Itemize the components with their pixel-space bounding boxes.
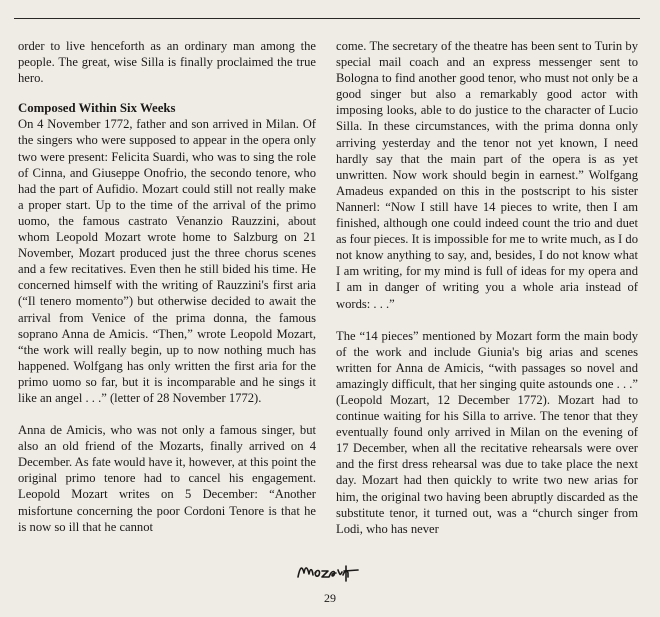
top-rule [14, 18, 640, 19]
right-paragraph-1: come. The secretary of the theatre has been sent to Turin by special mail coach and an express messenger sent to Bologna to find another good tenor, who must not only be a good singer but also a remarkably good actor with imposing looks, able to do justice to the character of Lucio Silla. In these circumstances, with the prima donna only arriving yesterday and the tenor not yet known, I need hardly say that the main part of the opera is as yet unwritten. Now work should begin in earnest.” Wolfgang Amadeus expanded on this in the postscript to his sister Nannerl: “Now I still have 14 pieces to write, then I am finished, although one could indeed count the trio and duet as four pieces. It is impossible for me to write much, as I do not know anything to say, and, besides, I do not know what I am writing, for my mind is full of ideas for my opera and I am in danger of writing you a whole aria instead of words: . . .” [336, 39, 638, 311]
page-number: 29 [324, 591, 336, 605]
left-column [18, 38, 316, 535]
section-heading: Composed Within Six Weeks [18, 101, 176, 116]
left-paragraph-3: Anna de Amicis, who was not only a famous singer, but also an old friend of the Mozarts, finally arrived on 4 December. As fate would have it, however, at this point the original primo tenore had to cancel his engagement. Leopold Mozart writes on 5 December: “Another misfortune concerning the poor Cordoni Tenore is that he is now so ill that he cannot [18, 423, 316, 534]
left-paragraph-1: order to live henceforth as an ordinary man among the people. The great, wise Silla is finally proclaimed the true hero. [18, 39, 316, 86]
left-paragraph-2: On 4 November 1772, father and son arrived in Milan. Of the singers who were supposed to appear in the opera only two were present: Felicita Suardi, who was to sing the role of Cinna, and Giuseppe Onofrio, the secondo tenore, who had the part of Aufidio. Mozart could still not really make a proper start. Up to the time of the arrival of the primo uomo, the famous castrato Venanzio Rauzzini, about whom Leopold Mozart wrote home to Salzburg on 21 November, Mozart produced just the three chorus scenes and a few recitatives. Even then he still bided his time. He concerned himself with the writing of Rauzzini's first aria (“Il tenero momento”) but otherwise decided to await the arrival from Venice of the prima donna, the famous soprano Anna de Amicis. “Then,” wrote Leopold Mozart, “the work will really begin, up to now nothing much has happened. Wolfgang has only written the first aria for the primo uomo so far, but it is incomparable and he sings it like an angel . . .” (letter of 28 November 1772). [18, 117, 316, 405]
right-column [336, 38, 638, 537]
mozart-signature [296, 561, 360, 583]
right-paragraph-2: The “14 pieces” mentioned by Mozart form the main body of the work and include Giunia's big arias and scenes written for Anna de Amicis, “with passages so novel and amazingly difficult, that her singing quite astounds one . . .” (Leopold Mozart, 12 December 1772). Mozart had to continue waiting for his Silla to arrive. The tenor that they eventually found only arrived in Milan on the evening of 17 December, when all the recitative rehearsals were over and the first dress rehearsal was due to take place the next day. Mozart had then quickly to write two new arias for him, the original two having been abruptly discarded as the substitute tenor, it turned out, was a “church singer from Lodi, who has never [336, 328, 638, 536]
